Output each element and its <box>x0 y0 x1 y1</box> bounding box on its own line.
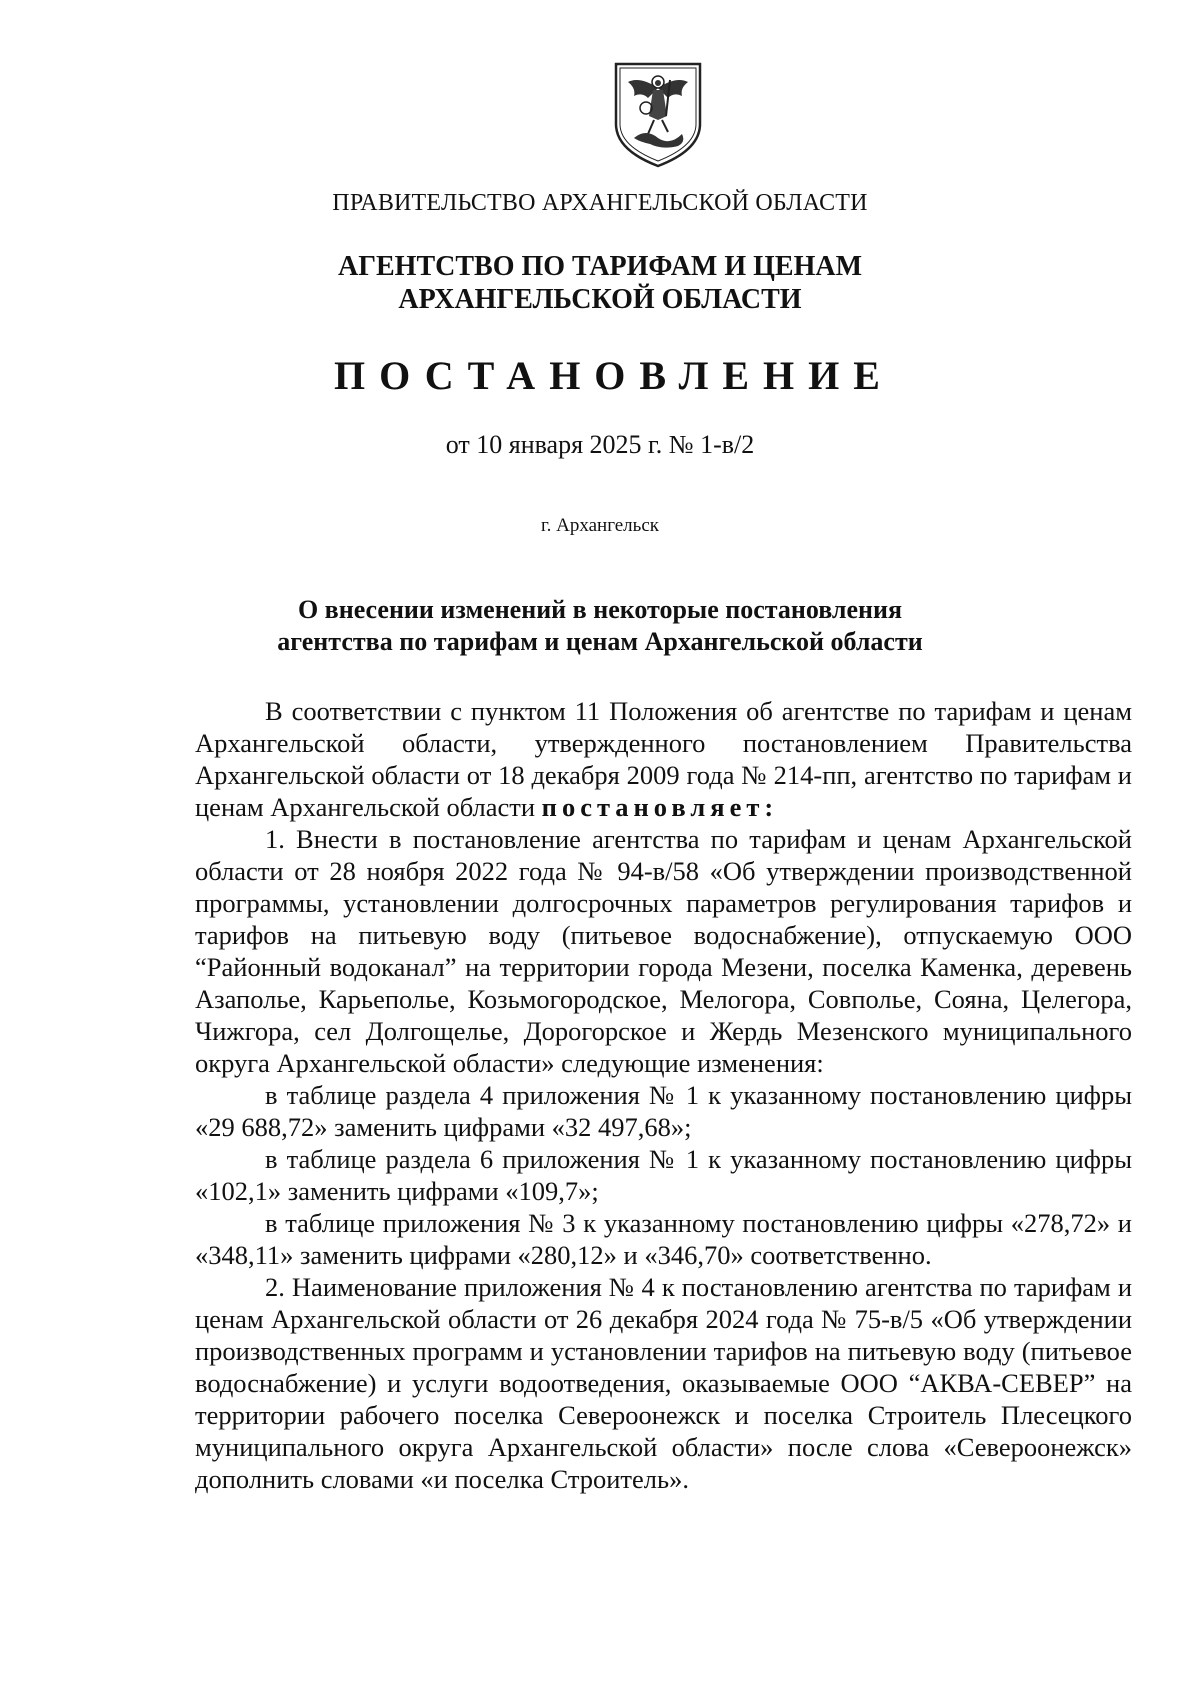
document-city: г. Архангельск <box>540 515 659 536</box>
agency-name-line2: АРХАНГЕЛЬСКОЙ ОБЛАСТИ <box>398 284 802 315</box>
preamble-text: В соответствии с пунктом 11 Положения об агентстве по тарифам и ценам Архангельской области, утвержденного постановлением Правительства Архангельской области от 18 декабря 2009 года № 214-пп, агентство по тарифам и ценам Архангельской области <box>195 696 1132 822</box>
item-1a-paragraph: в таблице раздела 4 приложения № 1 к указанному постановлению цифры «29 688,72» заменить цифрами «32 497,68»; <box>195 1080 1132 1142</box>
coat-of-arms-icon <box>610 58 706 170</box>
agency-name-line1: АГЕНТСТВО ПО ТАРИФАМ И ЦЕНАМ <box>337 251 863 282</box>
preamble-verb: постановляет: <box>541 792 779 822</box>
agency-name <box>0 250 1200 316</box>
document-date-number: от 10 января 2025 г. № 1-в/2 <box>445 430 755 459</box>
document-subject <box>0 594 1200 658</box>
government-name: ПРАВИТЕЛЬСТВО АРХАНГЕЛЬСКОЙ ОБЛАСТИ <box>332 190 868 216</box>
subject-line2: агентства по тарифам и ценам Архангельской области <box>277 627 923 656</box>
document-type: ПОСТАНОВЛЕНИЕ <box>334 353 894 398</box>
preamble-paragraph <box>195 695 1132 823</box>
item-1-paragraph: 1. Внести в постановление агентства по тарифам и ценам Архангельской области от 28 ноября 2022 года № 94-в/58 «Об утверждении производственной программы, установлении долгосрочных параметров регулирования тарифов и тарифов на питьевую воду (питьевое водоснабжение), отпускаемую ООО “Районный водоканал” на территории города Мезени, поселка Каменка, деревень Азаполье, Карьеполье, Козьмогородское, Мелогора, Совполье, Сояна, Целегора, Чижгора, сел Долгощелье, Дорогорское и Жердь Мезенского муниципального округа Архангельской области» следующие изменения: <box>195 824 1132 1078</box>
item-1c-paragraph: в таблице приложения № 3 к указанному постановлению цифры «278,72» и «348,11» заменить цифрами «280,12» и «346,70» соответственно. <box>195 1208 1132 1270</box>
item-1b-paragraph: в таблице раздела 6 приложения № 1 к указанному постановлению цифры «102,1» заменить цифрами «109,7»; <box>195 1144 1132 1206</box>
document-body <box>195 695 1132 1495</box>
subject-line1: О внесении изменений в некоторые постановления <box>297 595 903 624</box>
item-2-paragraph: 2. Наименование приложения № 4 к постановлению агентства по тарифам и ценам Архангельской области от 26 декабря 2024 года № 75-в/5 «Об утверждении производственных программ и установлении тарифов на питьевую воду (питьевое водоснабжение) и услуги водоотведения, оказываемые ООО “АКВА-СЕВЕР” на территории рабочего поселка Североонежск и поселка Строитель Плесецкого муниципального округа Архангельской области» после слова «Североонежск» дополнить словами «и поселка Строитель». <box>195 1272 1132 1494</box>
